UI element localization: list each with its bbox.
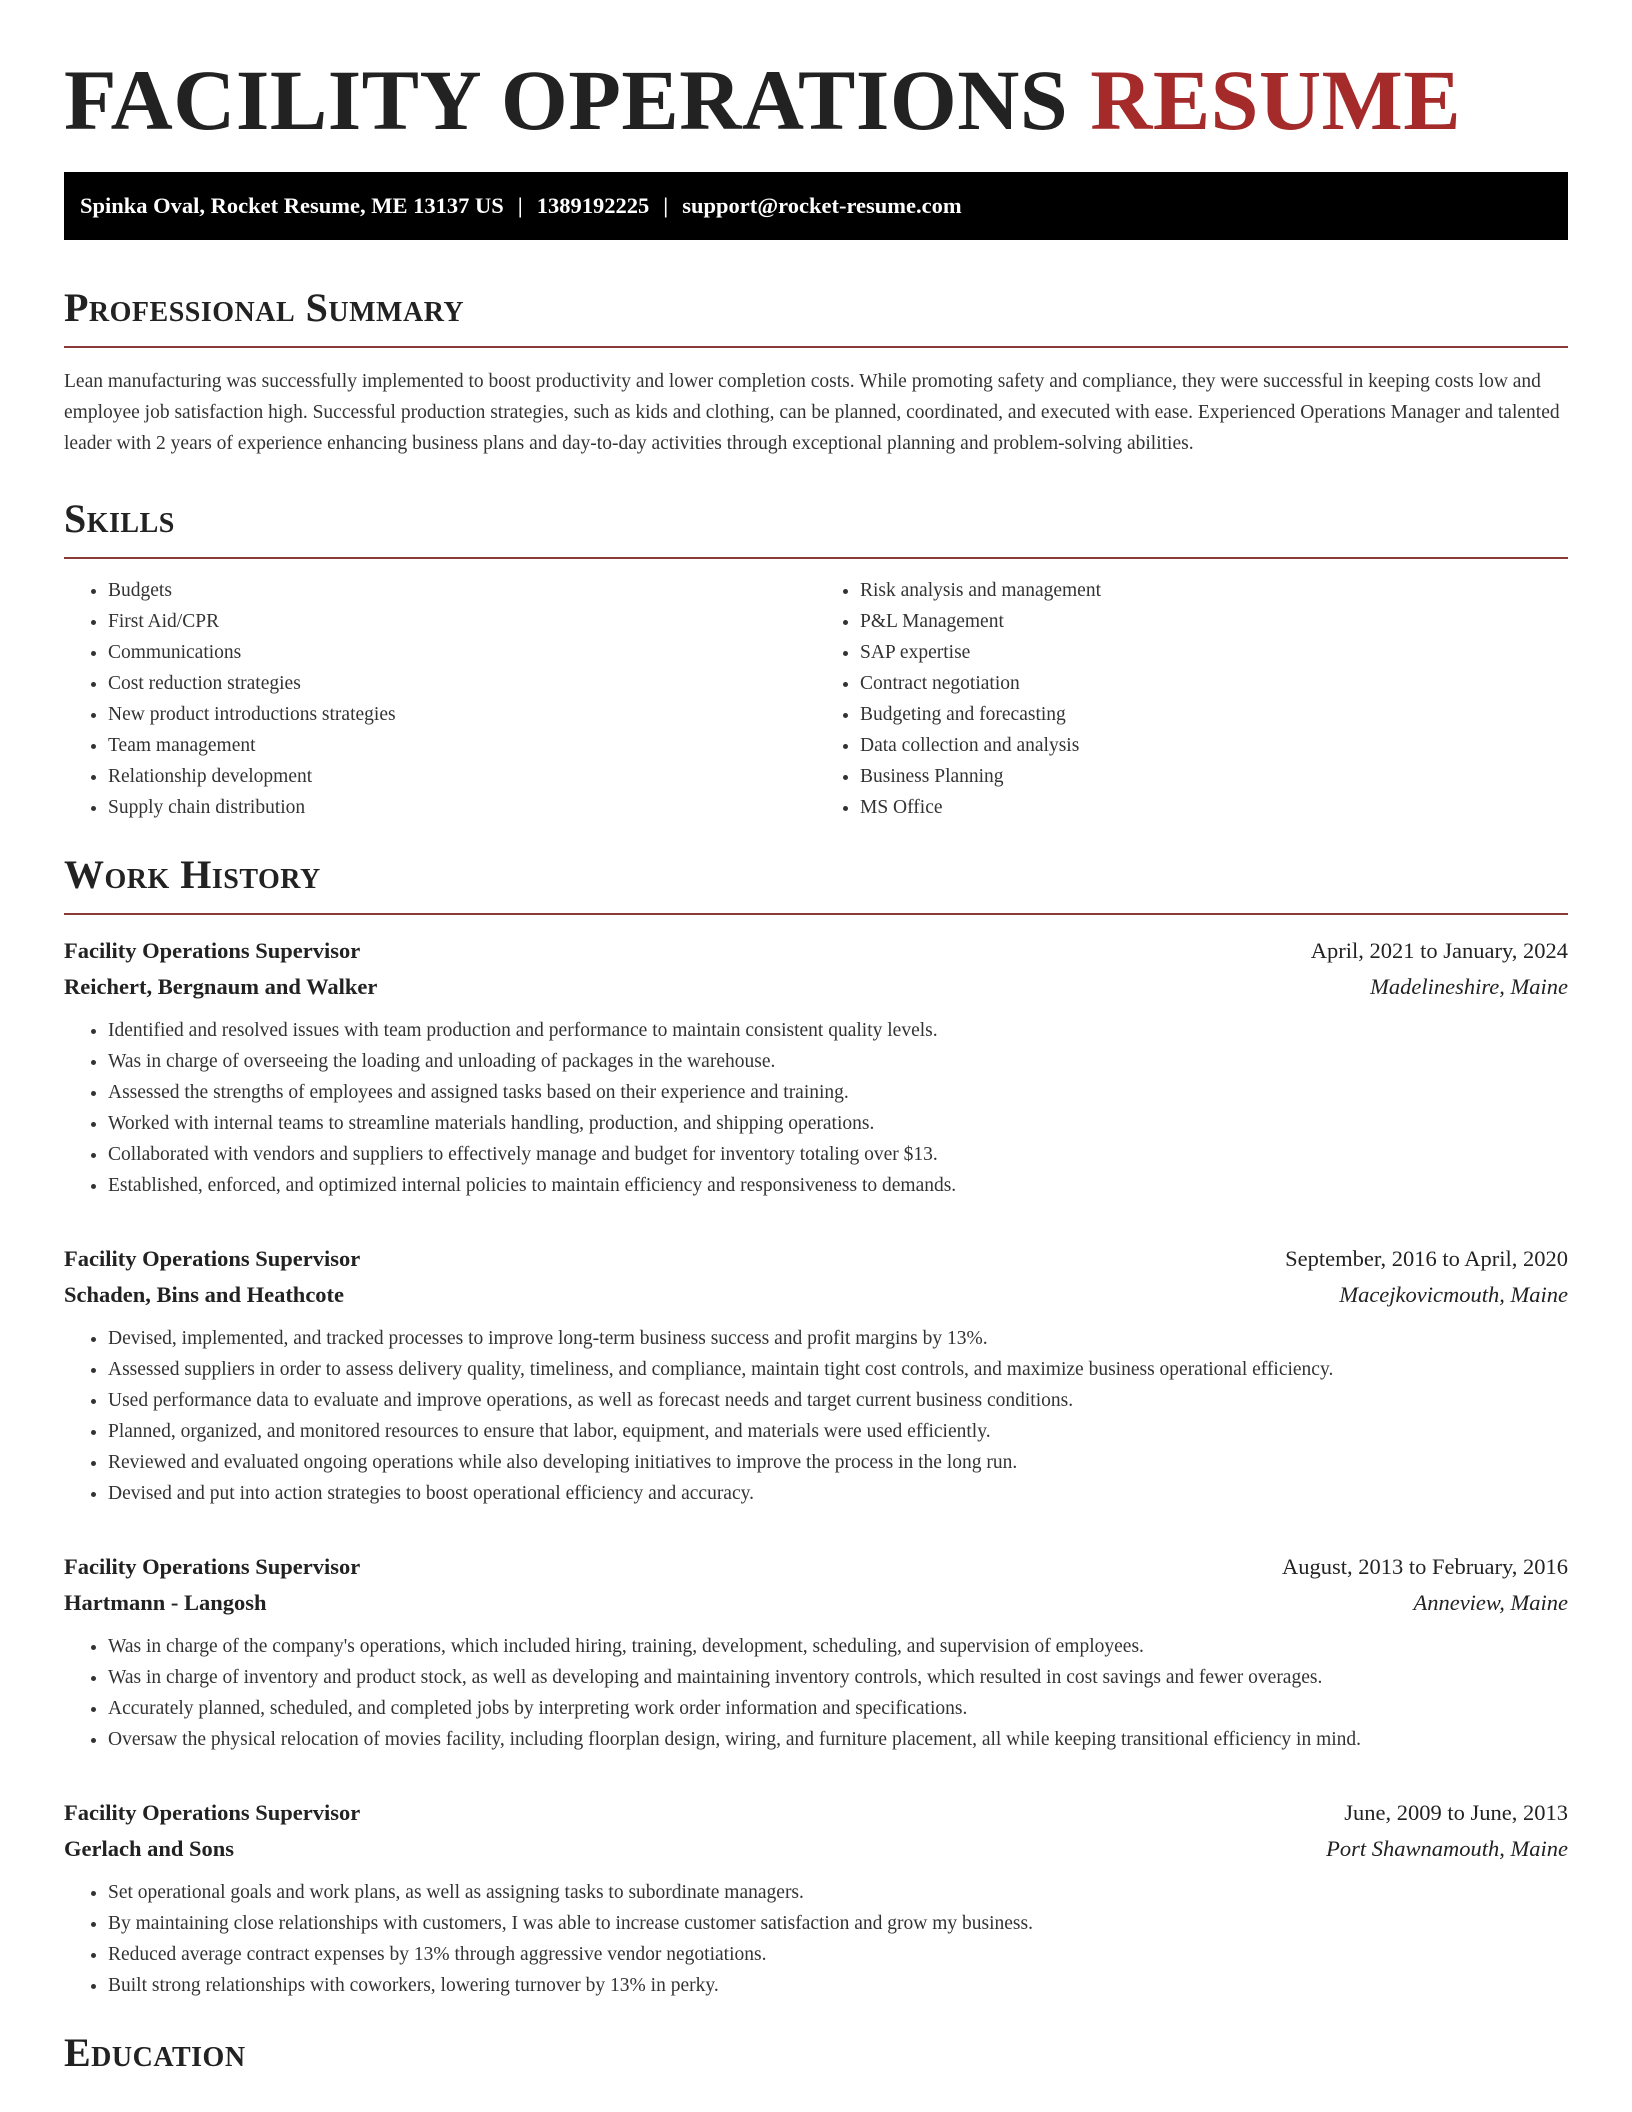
skill-item: • Budgets (108, 575, 816, 606)
contact-bar (64, 172, 1568, 240)
job-entry (64, 1241, 1568, 1509)
skill-item: • Communications (108, 637, 816, 668)
skill-item: • Cost reduction strategies (108, 668, 816, 699)
skill-item: • P&L Management (860, 606, 1568, 637)
job-dates: September, 2016 to April, 2020 (1285, 1246, 1568, 1271)
job-entry (64, 1795, 1568, 2001)
title-accent: RESUME (1090, 52, 1462, 148)
job-header-row (64, 933, 1568, 969)
skill-item: • Supply chain distribution (108, 792, 816, 823)
job-bullet: • Reduced average contract expenses by 13% through aggressive vendor negotiations. (108, 1939, 1568, 1970)
job-header-row (64, 1241, 1568, 1277)
job-title: Facility Operations Supervisor (64, 1800, 361, 1825)
skill-item: • Team management (108, 730, 816, 761)
job-bullet: • Reviewed and evaluated ongoing operations while also developing initiatives to improve the process in the long run. (108, 1447, 1568, 1478)
job-location: Macejkovicmouth, Maine (1339, 1282, 1568, 1307)
skills-grid (64, 575, 1568, 823)
job-bullet: • Was in charge of inventory and product stock, as well as developing and maintaining inventory controls, which resulted in cost savings and fewer overages. (108, 1662, 1568, 1693)
job-company: Schaden, Bins and Heathcote (64, 1282, 345, 1307)
job-header-row (64, 1795, 1568, 1831)
job-bullet: • Worked with internal teams to streamline materials handling, production, and shipping operations. (108, 1108, 1568, 1139)
skills-list-left (64, 575, 816, 823)
job-bullet: • Devised, implemented, and tracked processes to improve long-term business success and profit margins by 13%. (108, 1323, 1568, 1354)
contact-address: Spinka Oval, Rocket Resume, ME 13137 US (80, 193, 504, 218)
job-bullet: • Collaborated with vendors and suppliers to effectively manage and budget for inventory totaling over $13. (108, 1139, 1568, 1170)
job-entry (64, 1549, 1568, 1755)
job-header-row (64, 1549, 1568, 1585)
job-company-row (64, 1585, 1568, 1621)
job-bullet: • Identified and resolved issues with team production and performance to maintain consistent quality levels. (108, 1015, 1568, 1046)
section-heading-summary: Professional Summary (64, 285, 465, 330)
job-entry (64, 933, 1568, 1201)
job-company: Reichert, Bergnaum and Walker (64, 974, 378, 999)
skill-item: • New product introductions strategies (108, 699, 816, 730)
summary-section (64, 284, 1568, 459)
job-company: Gerlach and Sons (64, 1836, 235, 1861)
skill-item: • Relationship development (108, 761, 816, 792)
job-company: Hartmann - Langosh (64, 1590, 267, 1615)
job-bullet: • Used performance data to evaluate and improve operations, as well as forecast needs and target current business conditions. (108, 1385, 1568, 1416)
contact-email[interactable]: support@rocket-resume.com (682, 193, 962, 218)
contact-separator: | (517, 193, 523, 218)
job-bullet: • By maintaining close relationships with customers, I was able to increase customer satisfaction and grow my business. (108, 1908, 1568, 1939)
job-bullets (64, 1877, 1568, 2001)
job-bullet: • Established, enforced, and optimized internal policies to maintain efficiency and responsiveness to demands. (108, 1170, 1568, 1201)
job-dates: August, 2013 to February, 2016 (1281, 1554, 1568, 1579)
section-divider (64, 557, 1568, 559)
job-bullet: • Was in charge of the company's operations, which included hiring, training, development, scheduling, and supervision of employees. (108, 1631, 1568, 1662)
job-bullets (64, 1015, 1568, 1201)
job-bullet: • Oversaw the physical relocation of movies facility, including floorplan design, wiring, and furniture placement, all while keeping transitional efficiency in mind. (108, 1724, 1568, 1755)
section-divider (64, 913, 1568, 915)
job-dates: June, 2009 to June, 2013 (1344, 1800, 1568, 1825)
title-main: FACILITY OPERATIONS (64, 52, 1069, 148)
job-title: Facility Operations Supervisor (64, 1554, 361, 1579)
page-title (64, 0, 1568, 148)
contact-separator: | (663, 193, 669, 218)
job-location: Madelineshire, Maine (1370, 974, 1568, 999)
job-bullet: • Devised and put into action strategies to boost operational efficiency and accuracy. (108, 1478, 1568, 1509)
job-company-row (64, 1831, 1568, 1867)
job-bullet: • Built strong relationships with coworkers, lowering turnover by 13% in perky. (108, 1970, 1568, 2001)
job-bullet: • Was in charge of overseeing the loading and unloading of packages in the warehouse. (108, 1046, 1568, 1077)
skill-item: • Contract negotiation (860, 668, 1568, 699)
job-bullet: • Planned, organized, and monitored resources to ensure that labor, equipment, and materials were used efficiently. (108, 1416, 1568, 1447)
job-company-row (64, 1277, 1568, 1313)
summary-text: Lean manufacturing was successfully implemented to boost productivity and lower completion costs. While promoting safety and compliance, they were successful in keeping costs low and employee job satisfaction high. Successful production strategies, such as kids and clothing, can be planned, coordinated, and executed with ease. Experienced Operations Manager and talented leader with 2 years of experience enhancing business plans and day-to-day activities through exceptional planning and problem-solving abilities. (64, 371, 1560, 454)
job-location: Anneview, Maine (1413, 1590, 1568, 1615)
skill-item: • MS Office (860, 792, 1568, 823)
job-company-row (64, 969, 1568, 1005)
skill-item: • SAP expertise (860, 637, 1568, 668)
skill-item: • Budgeting and forecasting (860, 699, 1568, 730)
job-bullets (64, 1323, 1568, 1509)
skills-section (64, 495, 1568, 823)
work-history-section (64, 851, 1568, 2001)
skill-item: • First Aid/CPR (108, 606, 816, 637)
job-bullet: • Accurately planned, scheduled, and completed jobs by interpreting work order information and specifications. (108, 1693, 1568, 1724)
education-section (64, 2029, 1568, 2077)
skill-item: • Risk analysis and management (860, 575, 1568, 606)
job-title: Facility Operations Supervisor (64, 938, 361, 963)
contact-phone[interactable]: 1389192225 (536, 193, 650, 218)
resume-page (64, 0, 1568, 2077)
section-heading-work-history: Work History (64, 852, 321, 897)
section-heading-education: Education (64, 2030, 246, 2075)
job-dates: April, 2021 to January, 2024 (1310, 938, 1568, 963)
job-bullet: • Set operational goals and work plans, as well as assigning tasks to subordinate managers. (108, 1877, 1568, 1908)
skill-item: • Business Planning (860, 761, 1568, 792)
skills-list-right (816, 575, 1568, 823)
skill-item: • Data collection and analysis (860, 730, 1568, 761)
job-bullet: • Assessed suppliers in order to assess delivery quality, timeliness, and compliance, maintain tight cost controls, and maximize business operational efficiency. (108, 1354, 1568, 1385)
job-title: Facility Operations Supervisor (64, 1246, 361, 1271)
job-location: Port Shawnamouth, Maine (1326, 1836, 1568, 1861)
section-heading-skills: Skills (64, 496, 175, 541)
section-divider (64, 346, 1568, 348)
job-bullet: • Assessed the strengths of employees and assigned tasks based on their experience and training. (108, 1077, 1568, 1108)
job-bullets (64, 1631, 1568, 1755)
